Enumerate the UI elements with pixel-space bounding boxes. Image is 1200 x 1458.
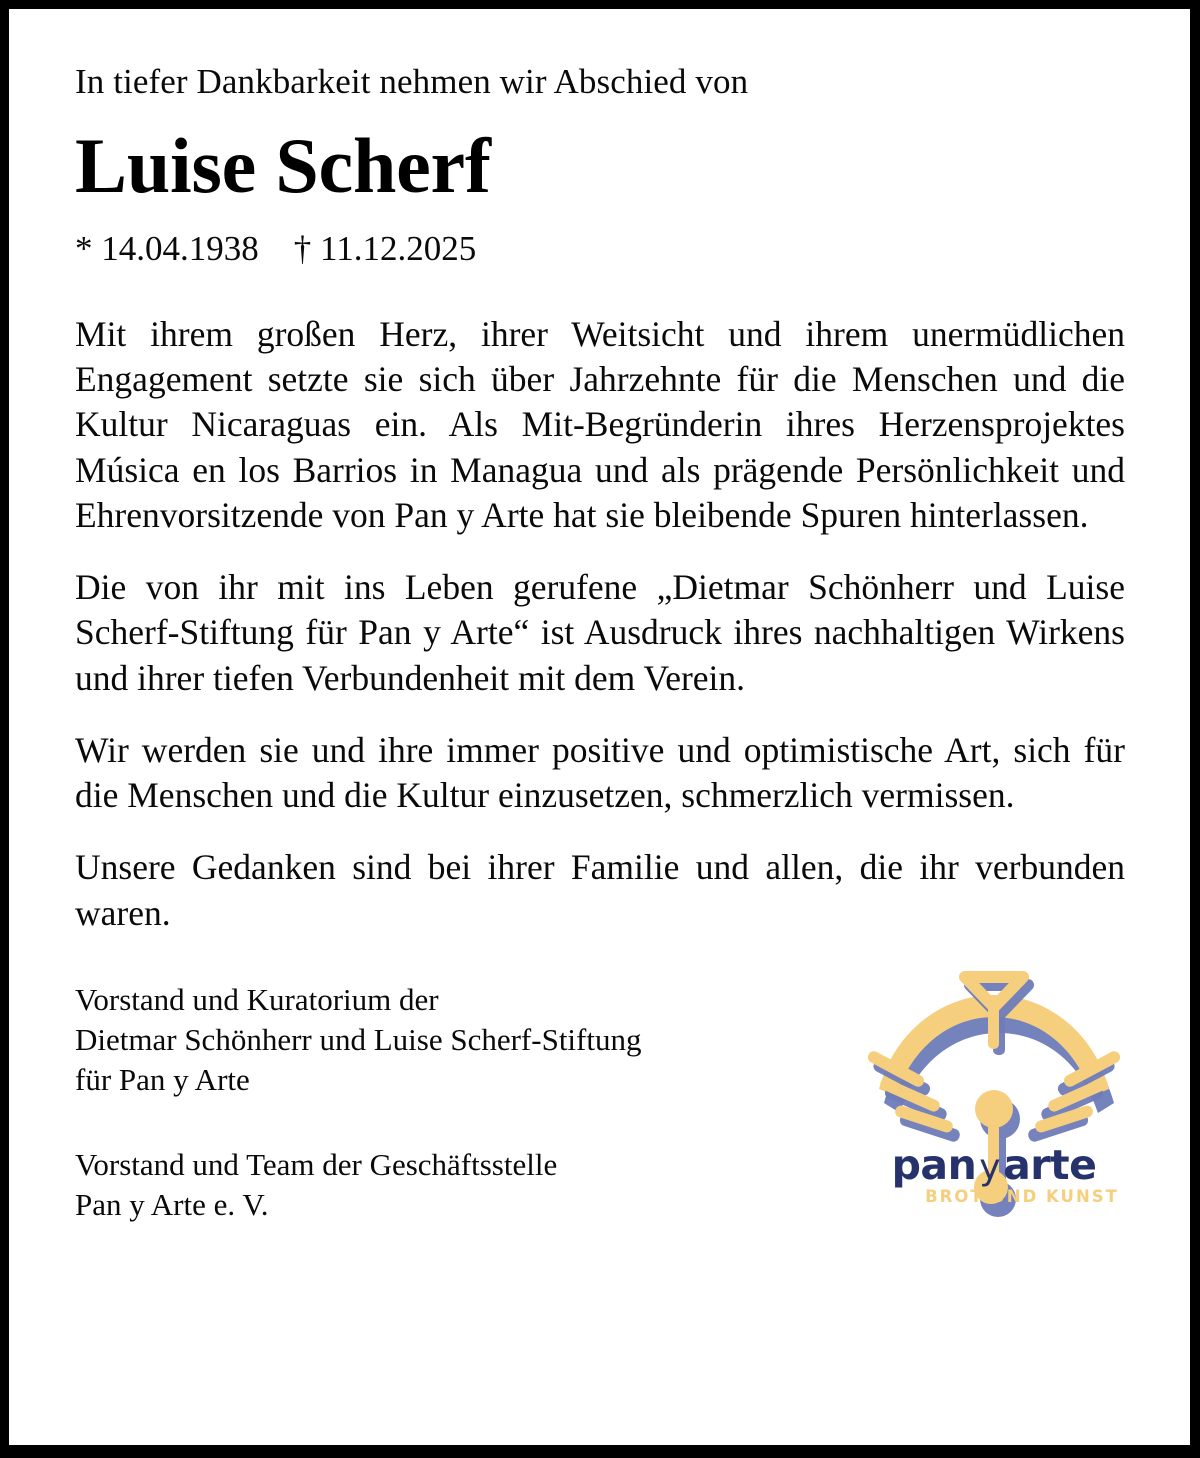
intro-line: In tiefer Dankbarkeit nehmen wir Abschied von [75,62,749,101]
tribute-paragraph: Die von ihr mit ins Leben gerufene „Dietmar Schönherr und Luise Scherf-Stiftung für Pan y Arte“ ist Ausdruck ihres nachhaltigen Wirkens und ihrer tiefen Verbundenheit mit dem Verein. [75,567,1125,698]
tribute-paragraph: Wir werden sie und ihre immer positive und optimistische Art, sich für die Menschen und die Kultur einzusetzen, schmerzlich vermissen. [75,729,1125,815]
life-dates: * 14.04.1938 † 11.12.2025 [75,228,477,268]
signature-line: Pan y Arte e. V. [75,1186,269,1222]
signature-block [75,1145,865,1226]
logo-wordmark [861,1140,1127,1206]
tribute-text [75,312,1125,936]
signature-line: Vorstand und Team der Geschäftsstelle [75,1146,558,1182]
logo-tagline: BROT UND KUNST [925,1186,1119,1206]
logo-word-y: y [979,1146,1001,1188]
deceased-name: Luise Scherf [75,121,491,209]
tribute-paragraph: Unsere Gedanken sind bei ihrer Familie und allen, die ihr verbunden waren. [75,847,1125,933]
tribute-paragraph: Mit ihrem großen Herz, ihrer Weitsicht und ihrem unermüdlichen Engagement setzte sie sich über Jahrzehnte für die Menschen und die Kultur Nicaraguas ein. Als Mit-Begründerin ihres Herzensprojektes Música en los Barrios in Managua und als prägende Persönlichkeit und Ehrenvorsitzende von Pan y Arte hat sie bleibende Spuren hinterlassen. [75,313,1125,535]
logo-word-arte: arte [1003,1140,1097,1189]
signature-line: Vorstand und Kuratorium der [75,981,439,1017]
notice-page [9,9,1190,1445]
logo-word-pan: pan [891,1140,977,1189]
signature-block [75,980,865,1101]
pan-y-arte-logo [861,963,1127,1231]
signature-area [75,980,1125,1225]
logo-word [861,1140,1127,1189]
signature-line: für Pan y Arte [75,1062,250,1098]
signature-line: Dietmar Schönherr und Luise Scherf-Stiftung [75,1022,642,1058]
